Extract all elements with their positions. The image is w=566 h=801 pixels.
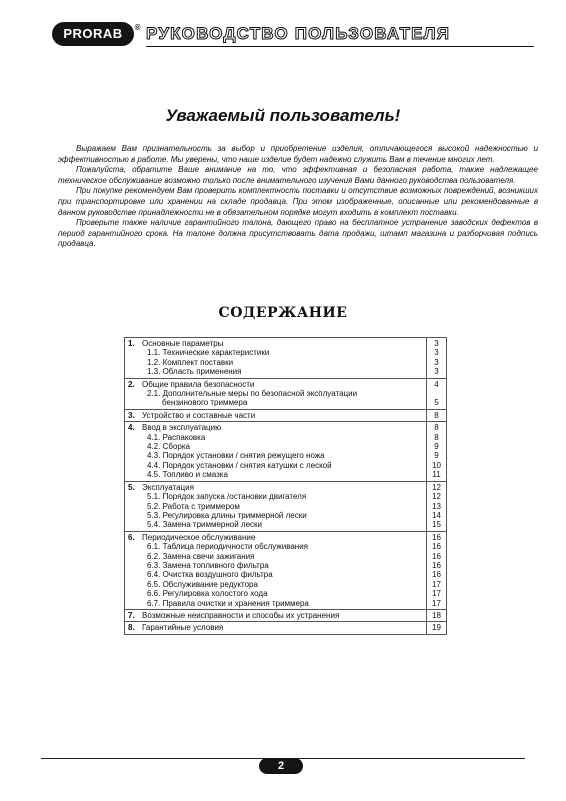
toc-page-number: 16 xyxy=(432,532,441,542)
toc-subsection-number: 4.1. xyxy=(147,432,161,442)
toc-subsection-number: 1.1. xyxy=(147,348,161,358)
intro-paragraph: Выражаем Вам признательность за выбор и приобретение изделия, отличающегося высокой надежностью и эффективностью в работе. Мы уверены, что наше изделие будет надежно служить Вам в течение многих лет. xyxy=(58,144,538,164)
toc-subsection-label: Сборка xyxy=(162,442,190,452)
toc-subsection-title[interactable] xyxy=(128,367,424,376)
toc-subsection-title[interactable] xyxy=(128,461,424,470)
toc-subsection-number: 6.5. xyxy=(147,579,161,589)
toc-page-number: 8 xyxy=(434,432,439,442)
table-of-contents xyxy=(124,337,447,635)
toc-subsection-label: Замена триммерной лески xyxy=(162,520,263,530)
toc-section-label: Эксплуатация xyxy=(142,482,194,492)
toc-page-number: 3 xyxy=(434,339,439,348)
toc-subsection-title[interactable] xyxy=(128,358,424,367)
toc-page-number: 8 xyxy=(434,410,439,420)
toc-titles-cell xyxy=(125,378,427,409)
toc-titles-cell xyxy=(125,622,427,634)
toc-section-label: Основные параметры xyxy=(142,339,224,348)
greeting-heading: Уважаемый пользователь! xyxy=(165,106,401,125)
toc-subsection-title[interactable] xyxy=(128,520,424,529)
toc-subsection-number: 6.4. xyxy=(147,570,161,580)
toc-subsection-title[interactable] xyxy=(128,442,424,451)
toc-page-number: 19 xyxy=(432,623,441,633)
toc-page-number: 18 xyxy=(432,610,441,620)
toc-titles-cell xyxy=(125,531,427,609)
toc-section xyxy=(125,422,447,481)
page-number: 2 xyxy=(259,758,303,774)
toc-subsection-title[interactable] xyxy=(128,348,424,357)
toc-section xyxy=(125,609,447,621)
toc-section-number: 4. xyxy=(128,423,135,433)
toc-pages-cell xyxy=(427,622,447,634)
intro-paragraph: Проверьте также наличие гарантийного талона, дающего право на бесплатное устранение заводских дефектов в период гарантийного срока. На талоне должна присутствовать дата продажи, штамп магазина и разборчивая подпись продавца. xyxy=(58,218,538,249)
toc-page-number: 14 xyxy=(432,510,441,520)
toc-heading: СОДЕРЖАНИЕ xyxy=(218,305,348,321)
toc-section-title[interactable] xyxy=(128,623,424,632)
toc-subsection-title[interactable] xyxy=(128,542,424,551)
toc-subsection-number: 4.3. xyxy=(147,451,161,461)
toc-page-number: 9 xyxy=(434,451,439,461)
toc-subsection-title[interactable] xyxy=(128,389,424,398)
toc-section-label: Возможные неисправности и способы их устранения xyxy=(142,610,340,620)
prorab-logo xyxy=(52,22,141,46)
toc-section-label: Общие правила безопасности xyxy=(142,379,255,389)
toc-page-number: 9 xyxy=(434,442,439,452)
toc-page-number: 5 xyxy=(434,398,439,408)
toc-section-title[interactable] xyxy=(128,339,424,348)
toc-section-number: 8. xyxy=(128,623,135,633)
toc-section-label: Устройство и составные части xyxy=(142,410,256,420)
toc-section xyxy=(125,338,447,379)
toc-subsection-label: Таблица периодичности обслуживания xyxy=(162,542,309,552)
toc-page-number: 16 xyxy=(432,551,441,561)
toc-subsection-number: 5.2. xyxy=(147,501,161,511)
toc-subsection-label: Область применения xyxy=(162,367,242,377)
toc-subsection-label: Замена свечи зажигания xyxy=(162,551,255,561)
toc-page-number: 13 xyxy=(432,501,441,511)
toc-section xyxy=(125,531,447,609)
toc-section xyxy=(125,481,447,531)
toc-section xyxy=(125,409,447,421)
toc-subsection-label: Распаковка xyxy=(162,432,206,442)
toc-subsection-number: 5.3. xyxy=(147,510,161,520)
toc-pages-cell xyxy=(427,422,447,481)
intro-paragraph: При покупке рекомендуем Вам проверить комплектность поставки и отсутствие возможных повреждений, возникших при транспортировке или хранении на складе продавца. При этом изображенные, описанные или рекомендованные в данном руководстве принадлежности не в обязательном порядке могут входить в комплект поставки. xyxy=(58,186,538,217)
toc-subsection-title[interactable] xyxy=(128,451,424,460)
toc-subsection-number: 6.7. xyxy=(147,598,161,608)
toc-subsection-title[interactable] xyxy=(128,589,424,598)
toc-section-number: 6. xyxy=(128,532,135,542)
toc-section-label: Ввод в эксплуатацию xyxy=(142,423,222,433)
toc-subsection-label: Работа с триммером xyxy=(162,501,240,511)
toc-subsection-title[interactable] xyxy=(128,599,424,608)
toc-subsection-label: Регулировка длины триммерной лески xyxy=(162,510,307,520)
registered-mark: ® xyxy=(134,23,141,32)
toc-subsection-number: 6.2. xyxy=(147,551,161,561)
toc-subsection-label: Очистка воздушного фильтра xyxy=(162,570,273,580)
toc-titles-cell xyxy=(125,609,427,621)
toc-pages-cell xyxy=(427,531,447,609)
manual-title: РУКОВОДСТВО ПОЛЬЗОВАТЕЛЯ xyxy=(146,24,451,43)
toc-pages-cell xyxy=(427,338,447,379)
toc-subsection-label: Правила очистки и хранения триммера xyxy=(162,598,309,608)
toc-page-number: 12 xyxy=(432,482,441,492)
toc-page-number: 3 xyxy=(434,357,439,367)
toc-section-number: 5. xyxy=(128,482,135,492)
toc-subsection-title[interactable] xyxy=(128,552,424,561)
toc-section-label: Гарантийные условия xyxy=(142,623,224,633)
intro-text xyxy=(58,144,538,250)
toc-page-number: 16 xyxy=(432,570,441,580)
toc-subsection-title[interactable] xyxy=(128,580,424,589)
toc-subsection-label-cont: бензинового триммера xyxy=(162,398,248,408)
toc-section-number: 2. xyxy=(128,379,135,389)
toc-section-title[interactable] xyxy=(128,411,424,420)
toc-section-title[interactable] xyxy=(128,380,424,389)
toc-subsection-number: 6.3. xyxy=(147,560,161,570)
toc-subsection-title[interactable] xyxy=(128,492,424,501)
toc-page-number: 3 xyxy=(434,348,439,358)
toc-subsection-title[interactable] xyxy=(128,511,424,520)
toc-page-number: 4 xyxy=(434,379,439,389)
page-header xyxy=(52,22,532,48)
header-divider xyxy=(146,46,534,47)
toc-section-label: Периодическое обслуживание xyxy=(142,532,256,542)
toc-titles-cell xyxy=(125,422,427,481)
toc-page-number: 17 xyxy=(432,598,441,608)
toc-pages-cell xyxy=(427,609,447,621)
toc-page-number: 3 xyxy=(434,367,439,377)
toc-subsection-label: Технические характеристики xyxy=(162,348,270,358)
toc-subsection-number: 5.1. xyxy=(147,492,161,502)
toc-subsection-number: 1.3. xyxy=(147,367,161,377)
toc-subsection-number: 4.2. xyxy=(147,442,161,452)
toc-pages-cell xyxy=(427,378,447,409)
toc-subsection-number: 1.2. xyxy=(147,357,161,367)
logo-text: PRORAB xyxy=(63,26,123,41)
toc-page-number: 15 xyxy=(432,520,441,530)
toc-section-title[interactable] xyxy=(128,533,424,542)
toc-section-number: 1. xyxy=(128,339,135,348)
toc-subsection-number: 2.1. xyxy=(147,389,161,399)
toc-subsection-number: 6.6. xyxy=(147,589,161,599)
toc-subsection-title[interactable] xyxy=(128,470,424,479)
toc-subsection-number: 4.4. xyxy=(147,460,161,470)
toc-section xyxy=(125,378,447,409)
toc-pages-cell xyxy=(427,481,447,531)
toc-section-number: 7. xyxy=(128,610,135,620)
toc-subsection-label: Замена топливного фильтра xyxy=(162,560,269,570)
toc-pages-cell xyxy=(427,409,447,421)
toc-subsection-label: Топливо и смазка xyxy=(162,470,228,480)
toc-section-title[interactable] xyxy=(128,483,424,492)
toc-section-number: 3. xyxy=(128,410,135,420)
toc-subsection-label: Порядок установки / снятия катушки с леской xyxy=(162,460,332,470)
toc-section xyxy=(125,622,447,634)
toc-page-number: 16 xyxy=(432,542,441,552)
toc-subsection-label: Дополнительные меры по безопасной эксплуатации xyxy=(162,389,358,399)
toc-subsection-title[interactable] xyxy=(128,433,424,442)
toc-titles-cell xyxy=(125,338,427,379)
toc-subsection-label: Комплект поставки xyxy=(162,357,234,367)
toc-subsection-label: Порядок запуска /остановки двигателя xyxy=(162,492,307,502)
toc-subsection-label: Обслуживание редуктора xyxy=(162,579,258,589)
toc-subsection-label: Порядок установки / снятия режущего ножа xyxy=(162,451,325,461)
toc-page-number: 8 xyxy=(434,423,439,433)
toc-page-number: 17 xyxy=(432,589,441,599)
toc-section-title[interactable] xyxy=(128,423,424,432)
toc-page-number: 17 xyxy=(432,579,441,589)
toc-page-number: 16 xyxy=(432,560,441,570)
toc-titles-cell xyxy=(125,481,427,531)
toc-subsection-number: 4.5. xyxy=(147,470,161,480)
toc-subsection-title[interactable] xyxy=(128,502,424,511)
toc-titles-cell xyxy=(125,409,427,421)
intro-paragraph: Пожалуйста, обратите Ваше внимание на то, что эффективная и безопасная работа, также надлежащее техническое обслуживание возможно только после внимательного изучения Вами данного руководства пользователя. xyxy=(58,165,538,185)
toc-subsection-title[interactable] xyxy=(128,561,424,570)
toc-subsection-title[interactable] xyxy=(128,570,424,579)
toc-page-spacer xyxy=(427,389,446,398)
toc-page-number: 11 xyxy=(432,470,441,480)
toc-subsection-label: Регулировка холостого хода xyxy=(162,589,268,599)
toc-section-title[interactable] xyxy=(128,611,424,620)
toc-page-number: 12 xyxy=(432,492,441,502)
toc-subsection-number: 5.4. xyxy=(147,520,161,530)
toc-subsection-number: 6.1. xyxy=(147,542,161,552)
toc-page-number: 10 xyxy=(432,460,441,470)
